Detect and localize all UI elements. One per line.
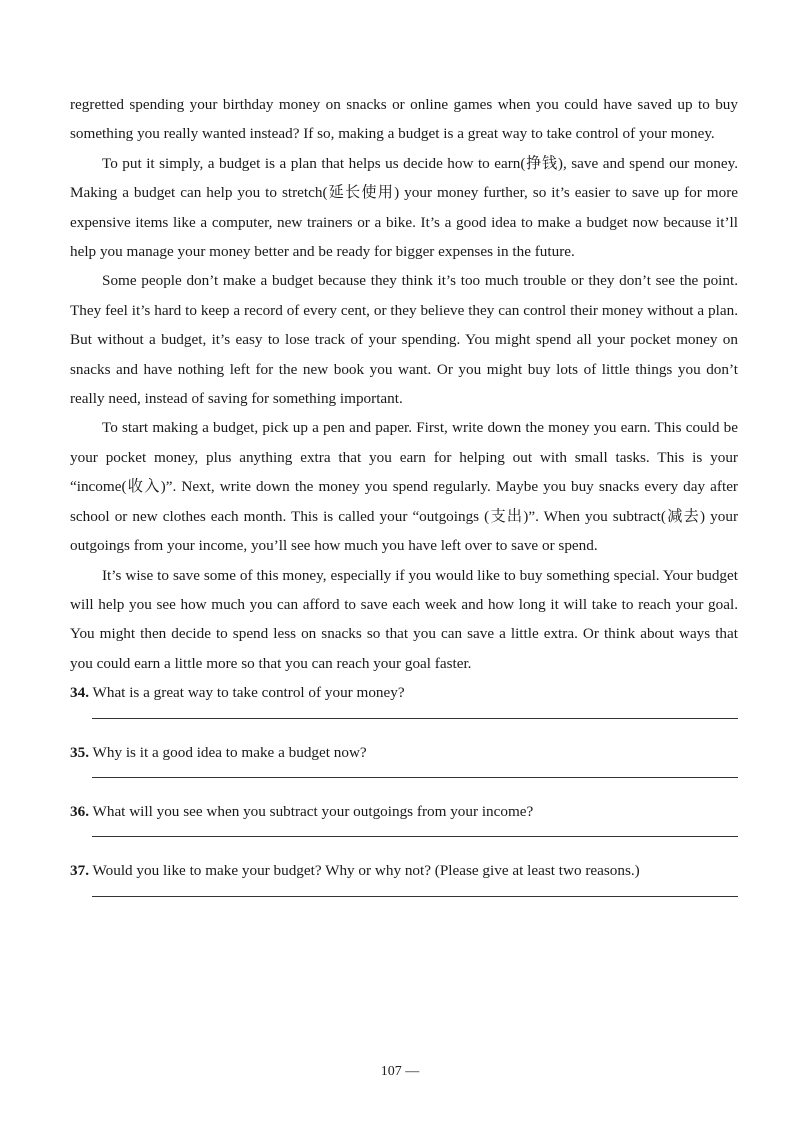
question-37 [70,856,738,896]
question-text: Would you like to make your budget? Why or why not? (Please give at least two reasons.) [92,862,640,880]
answer-line-37[interactable] [92,896,738,897]
document-page [70,90,738,916]
passage-paragraph-4: To start making a budget, pick up a pen and paper. First, write down the money you earn. This could be your pocket money, plus anything extra that you earn for helping out with small tasks. This is your “income(收入)”. Next, write down the money you spend regularly. Maybe you buy snacks every day after school or new clothes each month. This is called your “outgoings (支出)”. When you subtract(减去) your outgoings from your income, you’ll see how much you have left over to save or spend. [70,419,738,555]
page-number: 107 — [380,1064,420,1079]
question-number: 34. [70,684,89,702]
passage-paragraph-1: regretted spending your birthday money on snacks or online games when you could have saved up to buy something you really wanted instead? If so, making a budget is a great way to take control of your money. [70,96,738,143]
question-text: What is a great way to take control of your money? [92,684,405,702]
passage-paragraph-5: It’s wise to save some of this money, especially if you would like to buy something special. Your budget will help you see how much you can afford to save each week and how long it will take to reach your goal. You might then decide to spend less on snacks so that you can save a little extra. Or think about ways that you could earn a little more so that you can reach your goal faster. [70,566,738,672]
question-36 [70,797,738,837]
passage-paragraph-2: To put it simply, a budget is a plan that helps us decide how to earn(挣钱), save and spend our money. Making a budget can help you to stretch(延长使用) your money further, so it’s easier to save up for more expensive items like a computer, new trainers or a bike. It’s a good idea to make a budget now because it’ll help you manage your money better and be ready for bigger expenses in the future. [70,154,738,261]
answer-line-34[interactable] [92,718,738,719]
passage-paragraph-3: Some people don’t make a budget because they think it’s too much trouble or they don’t see the point. They feel it’s hard to keep a record of every cent, or they believe they can control their money without a plan. But without a budget, it’s easy to lose track of your spending. You might spend all your pocket money on snacks and have nothing left for the new book you want. Or you might buy lots of little things you don’t really need, instead of saving for something important. [70,272,738,408]
answer-line-35[interactable] [92,777,738,778]
question-number: 35. [70,743,89,761]
answer-line-36[interactable] [92,836,738,837]
question-number: 36. [70,802,89,820]
question-number: 37. [70,862,89,880]
question-34 [70,678,738,718]
question-35 [70,738,738,778]
question-text: Why is it a good idea to make a budget now? [92,743,367,761]
question-text: What will you see when you subtract your outgoings from your income? [92,802,534,820]
